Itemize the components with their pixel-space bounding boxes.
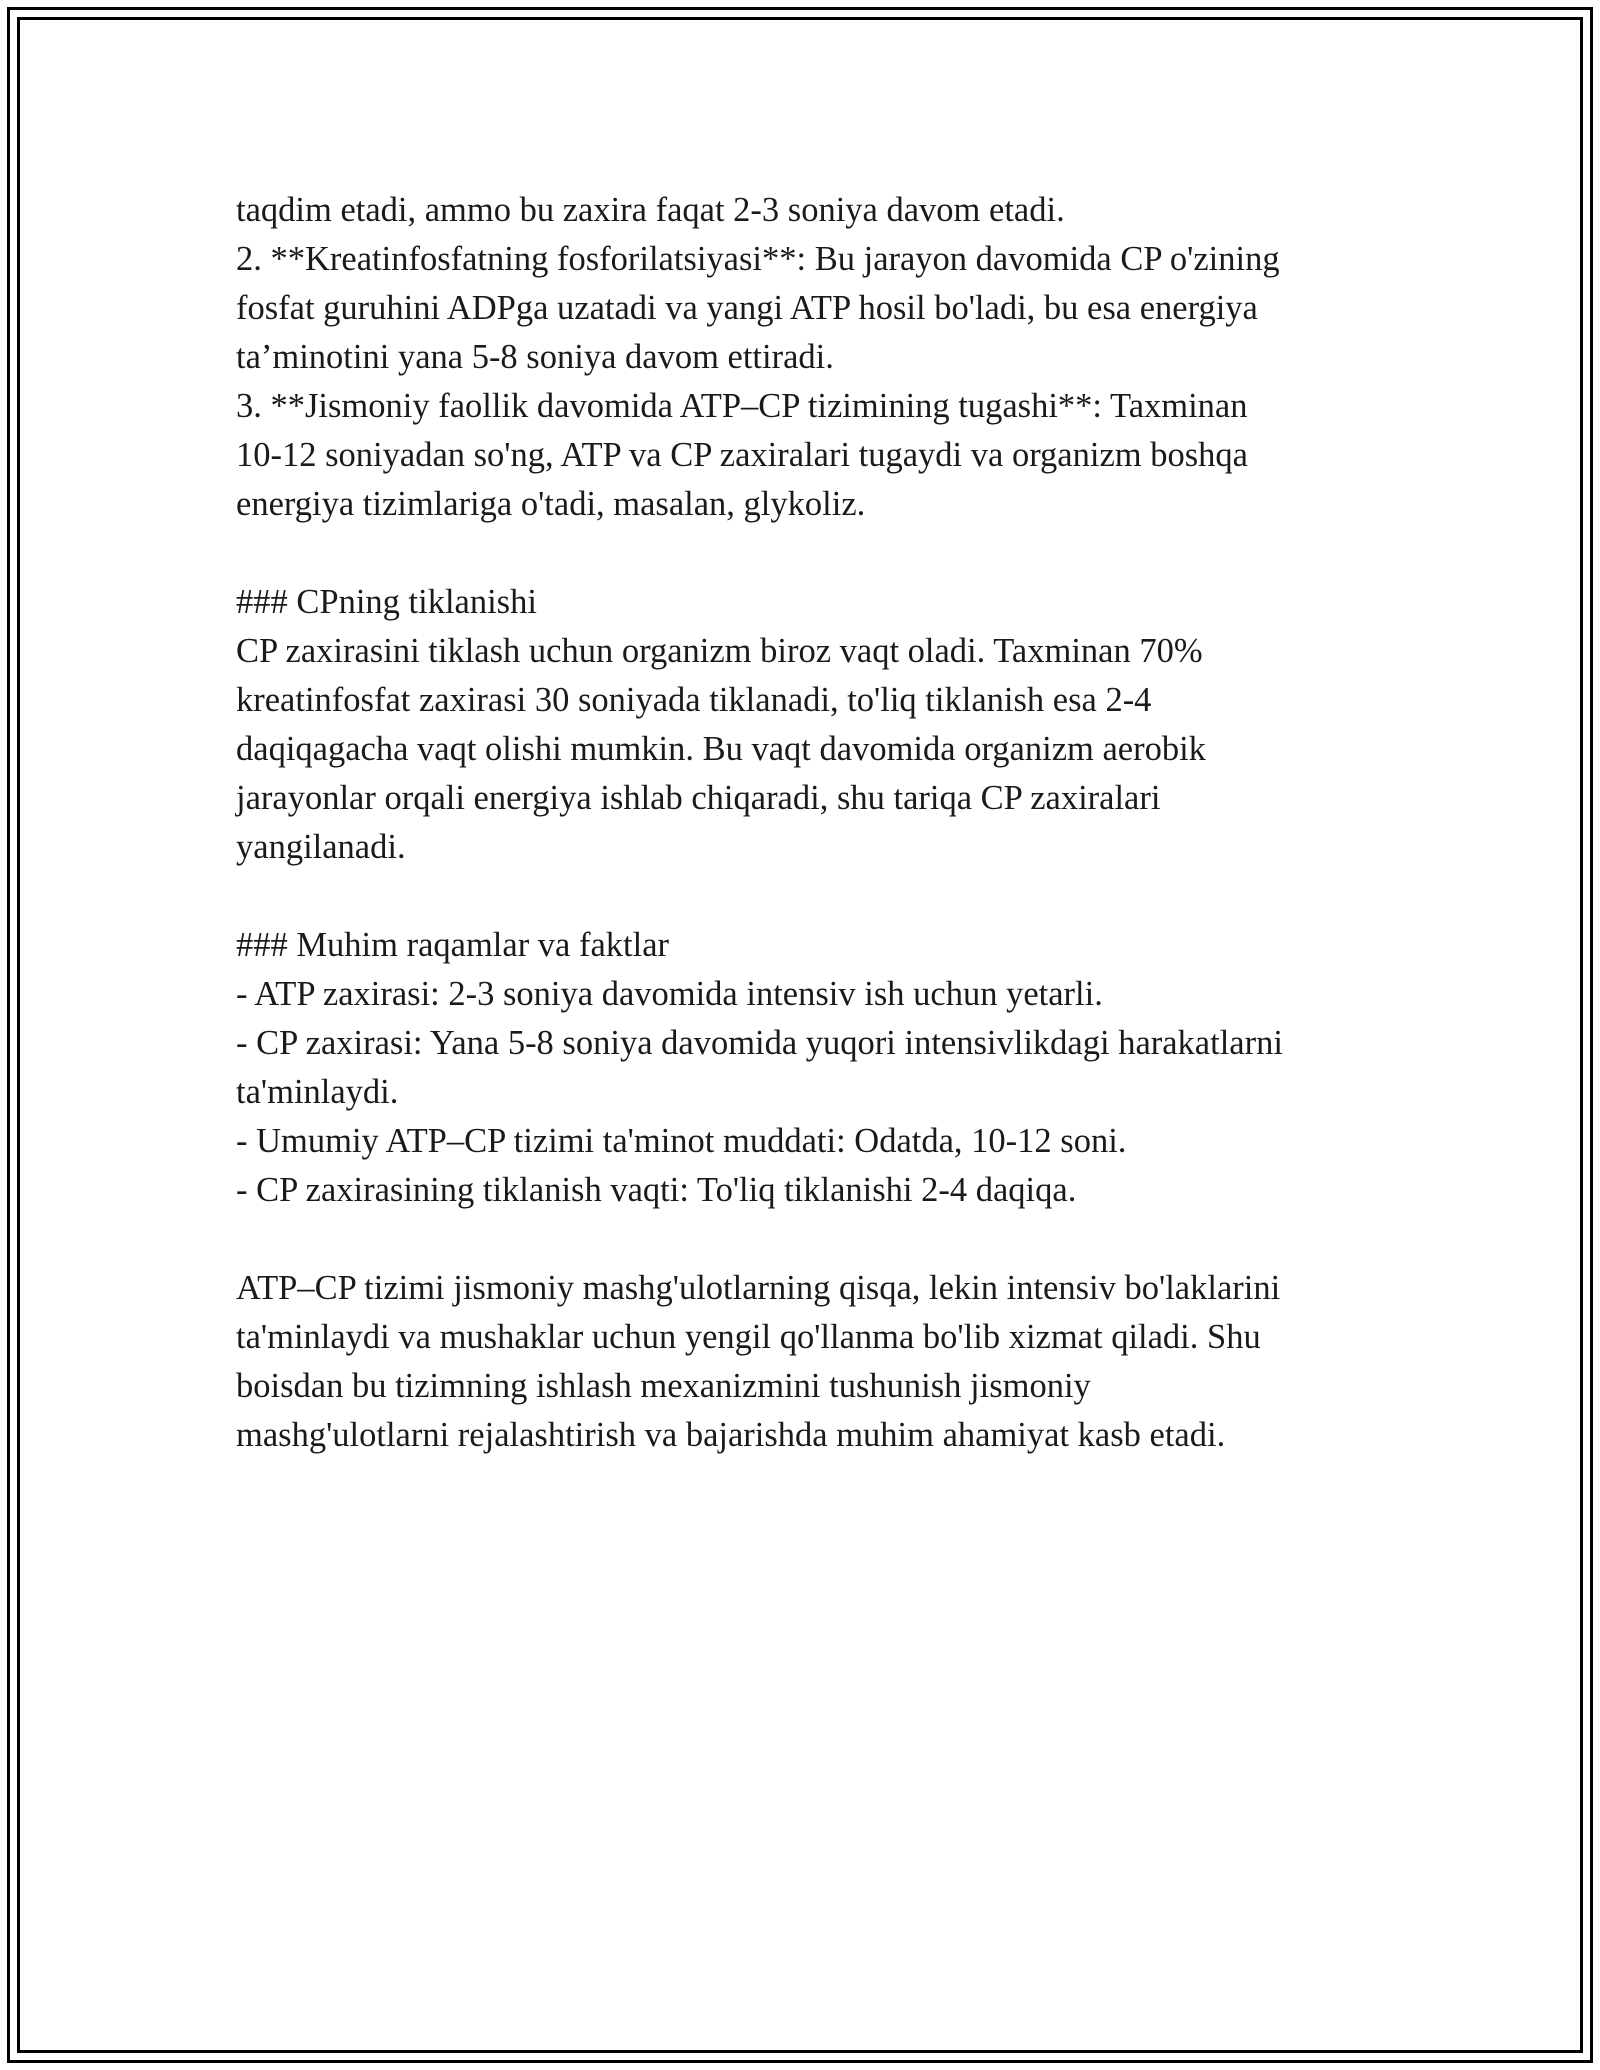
- text-line: taqdim etadi, ammo bu zaxira faqat 2-3 soniya davom etadi.: [236, 191, 1065, 229]
- text-line: jarayonlar orqali energiya ishlab chiqaradi, shu tariqa CP zaxiralari: [236, 779, 1161, 817]
- text-line: 3. **Jismoniy faollik davomida ATP–CP tizimining tugashi**: Taxminan: [236, 387, 1248, 425]
- text-line: kreatinfosfat zaxirasi 30 soniyada tiklanadi, to'liq tiklanish esa 2-4: [236, 681, 1152, 719]
- text-line: daqiqagacha vaqt olishi mumkin. Bu vaqt davomida organizm aerobik: [236, 730, 1206, 768]
- text-line: 10-12 soniyadan so'ng, ATP va CP zaxiralari tugaydi va organizm boshqa: [236, 436, 1248, 474]
- section-cp-recovery: [236, 578, 1386, 872]
- text-line: ATP–CP tizimi jismoniy mashg'ulotlarning qisqa, lekin intensiv bo'laklarini: [236, 1269, 1281, 1307]
- paragraph-conclusion: [236, 1264, 1386, 1460]
- list-item-continuation: ta'minlaydi.: [236, 1073, 399, 1111]
- section-heading: ### CPning tiklanishi: [236, 583, 537, 621]
- text-line: CP zaxirasini tiklash uchun organizm biroz vaqt oladi. Taxminan 70%: [236, 632, 1203, 670]
- list-item: - Umumiy ATP–CP tizimi ta'minot muddati: Odatda, 10-12 soni.: [236, 1122, 1127, 1160]
- text-line: 2. **Kreatinfosfatning fosforilatsiyasi**: Bu jarayon davomida CP o'zining: [236, 240, 1280, 278]
- text-line: mashg'ulotlarni rejalashtirish va bajarishda muhim ahamiyat kasb etadi.: [236, 1416, 1226, 1454]
- text-line: boisdan bu tizimning ishlash mexanizmini tushunish jismoniy: [236, 1367, 1091, 1405]
- blank-line: [236, 872, 1386, 921]
- section-key-facts: [236, 921, 1386, 1215]
- text-line: ta’minotini yana 5-8 soniya davom ettiradi.: [236, 338, 834, 376]
- paragraph-energy-steps: [236, 186, 1386, 529]
- list-item: - CP zaxirasining tiklanish vaqti: To'liq tiklanishi 2-4 daqiqa.: [236, 1171, 1077, 1209]
- text-line: energiya tizimlariga o'tadi, masalan, glykoliz.: [236, 485, 866, 523]
- section-heading: ### Muhim raqamlar va faktlar: [236, 926, 670, 964]
- text-line: ta'minlaydi va mushaklar uchun yengil qo'llanma bo'lib xizmat qiladi. Shu: [236, 1318, 1261, 1356]
- text-line: fosfat guruhini ADPga uzatadi va yangi ATP hosil bo'ladi, bu esa energiya: [236, 289, 1258, 327]
- blank-line: [236, 529, 1386, 578]
- document-body: [236, 186, 1386, 1460]
- list-item: - ATP zaxirasi: 2-3 soniya davomida intensiv ish uchun yetarli.: [236, 975, 1103, 1013]
- text-line: yangilanadi.: [236, 828, 406, 866]
- blank-line: [236, 1215, 1386, 1264]
- list-item: - CP zaxirasi: Yana 5-8 soniya davomida yuqori intensivlikdagi harakatlarni: [236, 1024, 1283, 1062]
